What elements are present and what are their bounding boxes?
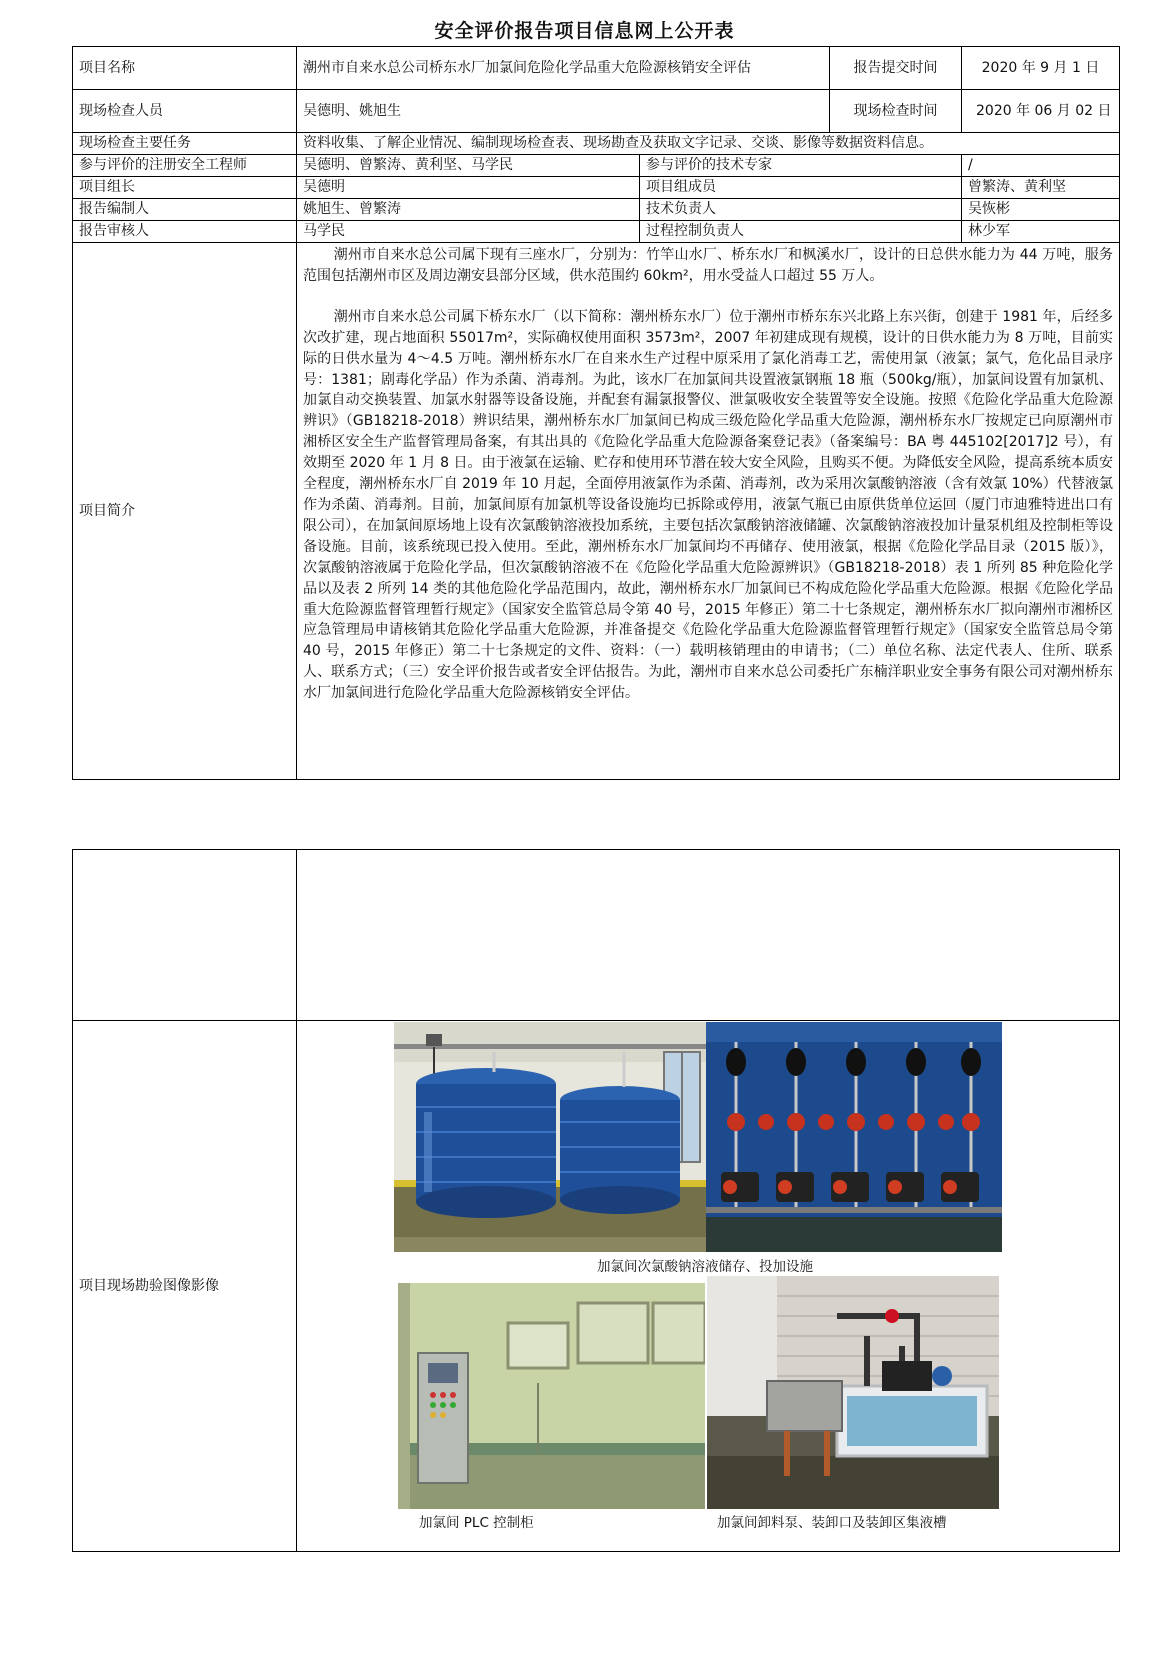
compiler-label: 报告编制人	[73, 199, 297, 221]
inspectors-value: 吴德明、姚旭生	[297, 90, 830, 133]
blank-label-cell	[73, 850, 297, 1021]
row-inspectors	[73, 90, 1120, 133]
blank-row	[73, 850, 1120, 1021]
blank-content-cell	[297, 850, 1120, 1021]
storage-tanks-photo	[394, 1022, 706, 1252]
summary-label: 项目简介	[73, 243, 297, 780]
reviewer-value: 马学民	[297, 221, 640, 243]
compiler-value: 姚旭生、曾繁涛	[297, 199, 640, 221]
row-tasks	[73, 133, 1120, 155]
process-lead-label: 过程控制负责人	[640, 221, 962, 243]
members-label: 项目组成员	[640, 177, 962, 199]
photos-label: 项目现场勘验图像影像	[73, 1021, 297, 1552]
dosing-pumps-photo	[706, 1022, 1002, 1252]
project-name-value: 潮州市自来水总公司桥东水厂加氯间危险化学品重大危险源核销安全评估	[297, 47, 830, 90]
row-reviewer	[73, 221, 1120, 243]
leader-value: 吴德明	[297, 177, 640, 199]
photo-table	[72, 849, 1120, 1552]
row-engineers	[73, 155, 1120, 177]
row-compiler	[73, 199, 1120, 221]
photos-cell	[297, 1021, 1120, 1552]
experts-value: /	[962, 155, 1120, 177]
submit-time-label: 报告提交时间	[830, 47, 962, 90]
process-lead-value: 林少军	[962, 221, 1120, 243]
summary-paragraph: 潮州市自来水总公司属下桥东水厂（以下简称：潮州桥东水厂）位于潮州市桥东东兴北路上东兴街，创建于 1981 年，后经多次改扩建，现占地面积 55017m²，实际确权使用面积 3573m²，2007 年初建成现有规模，设计的日供水能力为 8 万吨，目前实际的日供水量为 4～4.5 万吨。潮州桥东水厂在自来水生产过程中原采用了氯化消毒工艺，需使用氯（液氯；氯气，危化品目录序号：1381；剧毒化学品）作为杀菌、消毒剂。为此，该水厂在加氯间共设置液氯钢瓶 18 瓶（500kg/瓶），加氯间设置有加氯机、加氯自动交换装置、加氯水射器等设备设施，并配套有漏氯报警仪、泄氯吸收安全装置等安全设施。按照《危险化学品重大危险源辨识》（GB18218-2018）辨识结果，潮州桥东水厂加氯间已构成三级危险化学品重大危险源，潮州桥东水厂按规定已向原潮州市湘桥区安全生产监督管理局备案，有其出具的《危险化学品重大危险源备案登记表》（备案编号：BA 粤 445102[2017]2 号），有效期至 2020 年 1 月 8 日。由于液氯在运输、贮存和使用环节潜在较大安全风险，且购买不便。为降低安全风险，提高系统本质安全程度，潮州桥东水厂自 2019 年 10 月起，全面停用液氯作为杀菌、消毒剂，改为采用次氯酸钠溶液（含有效氯 10%）代替液氯作为杀菌、消毒剂。目前，加氯间原有加氯机等设备设施均已拆除或停用，液氯气瓶已由原供货单位运回（厦门市迪雅特进出口有限公司），在加氯间原场地上设有次氯酸钠溶液投加系统，主要包括次氯酸钠溶液储罐、次氯酸钠溶液投加计量泵机组及控制柜等设备设施。目前，该系统现已投入使用。至此，潮州桥东水厂加氯间均不再储存、使用液氯，根据《危险化学品目录（2015 版）》，次氯酸钠溶液属于危险化学品，但次氯酸钠溶液不在《危险化学品重大危险源辨识》（GB18218-2018）表 1 所列 85 种危险化学品以及表 2 所列 14 类的其他危险化学品范围内，故此，潮州桥东水厂加氯间已不构成危险化学品重大危险源。根据《危险化学品重大危险源监督管理暂行规定》（国家安全监管总局令第 40 号，2015 年修正）第二十七条规定，潮州桥东水厂拟向潮州市湘桥区应急管理局申请核销其危险化学品重大危险源，并准备提交《危险化学品重大危险源监督管理暂行规定》（国家安全监管总局令第 40 号，2015 年修正）第二十七条规定的文件、资料：（一）载明核销理由的申请书；（二）单位名称、法定代表人、住所、联系人、联系方式；（三）安全评价报告或者安全评估报告。为此，潮州市自来水总公司委托广东楠洋职业安全事务有限公司对潮州桥东水厂加氯间进行危险化学品重大危险源核销安全评估。	[303, 308, 1113, 702]
caption-unloading: 加氯间卸料泵、装卸口及装卸区集液槽	[717, 1515, 947, 1531]
tasks-label: 现场检查主要任务	[73, 133, 297, 155]
row-leader	[73, 177, 1120, 199]
summary-paragraph: 潮州市自来水总公司属下现有三座水厂，分别为：竹竿山水厂、桥东水厂和枫溪水厂，设计的日总供水能力为 44 万吨，服务范围包括潮州市区及周边潮安县部分区域，供水范围约 60km²，用水受益人口超过 55 万人。	[303, 247, 1113, 284]
tech-lead-value: 吴恢彬	[962, 199, 1120, 221]
submit-time-value: 2020 年 9 月 1 日	[962, 47, 1120, 90]
inspectors-label: 现场检查人员	[73, 90, 297, 133]
unloading-pump-photo	[707, 1276, 999, 1509]
inspect-time-value: 2020 年 06 月 02 日	[962, 90, 1120, 133]
page-title: 安全评价报告项目信息网上公开表	[434, 20, 735, 42]
members-value: 曾繁涛、黄利坚	[962, 177, 1120, 199]
row-project-name	[73, 47, 1120, 90]
experts-label: 参与评价的技术专家	[640, 155, 962, 177]
reviewer-label: 报告审核人	[73, 221, 297, 243]
caption-storage-dosing: 加氯间次氯酸钠溶液储存、投加设施	[597, 1259, 813, 1275]
photos-row	[73, 1021, 1120, 1552]
leader-label: 项目组长	[73, 177, 297, 199]
plc-cabinet-photo	[398, 1283, 705, 1509]
engineers-value: 吴德明、曾繁涛、黄利坚、马学民	[297, 155, 640, 177]
caption-plc: 加氯间 PLC 控制柜	[419, 1515, 534, 1531]
summary-text	[297, 243, 1120, 780]
row-summary	[73, 243, 1120, 780]
tasks-value: 资料收集、了解企业情况、编制现场检查表、现场勘查及获取文字记录、交谈、影像等数据资料信息。	[297, 133, 1120, 155]
engineers-label: 参与评价的注册安全工程师	[73, 155, 297, 177]
inspect-time-label: 现场检查时间	[830, 90, 962, 133]
tech-lead-label: 技术负责人	[640, 199, 962, 221]
project-name-label: 项目名称	[73, 47, 297, 90]
project-info-table	[72, 46, 1120, 780]
